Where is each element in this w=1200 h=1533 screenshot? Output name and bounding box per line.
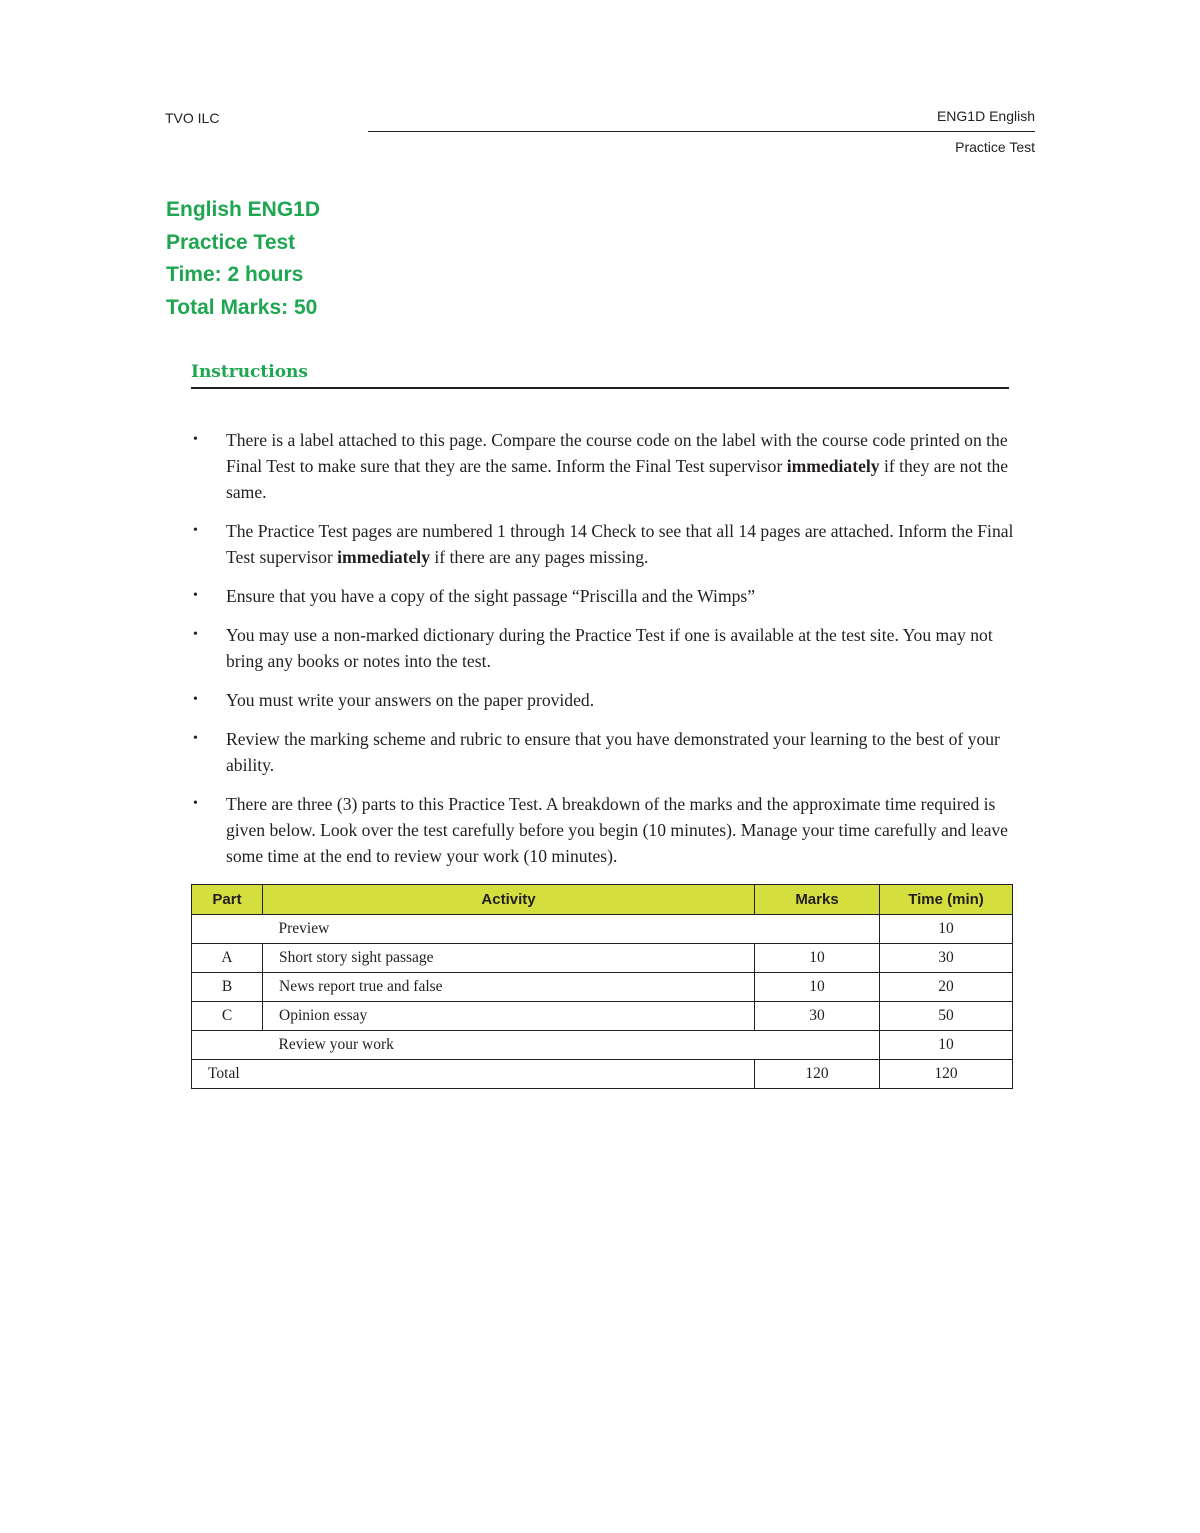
header-course: ENG1D English <box>936 108 1035 124</box>
bullet-icon: • <box>193 796 198 811</box>
bullet-icon: • <box>193 588 198 603</box>
table-row <box>192 973 1013 1002</box>
test-title: Practice Test <box>166 230 296 254</box>
title-block <box>166 194 320 324</box>
bullet-icon: • <box>193 432 198 447</box>
col-header-marks: Marks <box>755 885 880 915</box>
course-title: English ENG1D <box>166 198 321 221</box>
bullet-icon: • <box>193 731 198 746</box>
bullet-icon: • <box>193 523 198 538</box>
col-header-activity: Activity <box>263 885 755 915</box>
activity-cell: Short story sight passage <box>263 944 755 973</box>
activity-cell: News report true and false <box>263 973 755 1002</box>
time-cell: 30 <box>880 944 1013 973</box>
total-label: Total <box>192 1060 755 1089</box>
time-cell: 50 <box>880 1002 1013 1031</box>
instructions-list <box>191 427 1021 882</box>
header-doc-type: Practice Test <box>955 139 1035 155</box>
table-row-review <box>192 1031 1013 1060</box>
time-cell: 20 <box>880 973 1013 1002</box>
part-cell: C <box>192 1002 263 1031</box>
total-marks-cell: 120 <box>755 1060 880 1089</box>
table-row <box>192 944 1013 973</box>
bullet-icon: • <box>193 627 198 642</box>
instruction-item: • Review the marking scheme and rubric to ensure that you have demonstrated your learning to the best of your ability. <box>191 726 1021 778</box>
instruction-item: • You may use a non-marked dictionary during the Practice Test if one is available at the test site. You may not bring any books or notes into the test. <box>191 622 1021 674</box>
total-marks: Total Marks: 50 <box>166 295 318 319</box>
instruction-item: • You must write your answers on the paper provided. <box>191 687 1021 713</box>
table-header-row <box>192 885 1013 915</box>
col-header-time: Time (min) <box>880 885 1013 915</box>
table-row-total <box>192 1060 1013 1089</box>
activity-cell: Preview <box>263 915 880 944</box>
instructions-heading: Instructions <box>191 362 308 382</box>
col-header-part: Part <box>192 885 263 915</box>
total-time-cell: 120 <box>880 1060 1013 1089</box>
activity-cell: Opinion essay <box>263 1002 755 1031</box>
instructions-divider <box>191 387 1009 389</box>
time-cell: 10 <box>880 915 1013 944</box>
marks-cell: 10 <box>755 944 880 973</box>
instruction-item: • Ensure that you have a copy of the sight passage “Priscilla and the Wimps” <box>191 583 1021 609</box>
bullet-icon: • <box>193 692 198 707</box>
marks-cell: 10 <box>755 973 880 1002</box>
time-cell: 10 <box>880 1031 1013 1060</box>
header-divider <box>368 131 1035 132</box>
table-row <box>192 1002 1013 1031</box>
header-org: TVO ILC <box>165 110 220 126</box>
marks-breakdown-table <box>191 884 1013 1089</box>
instruction-item: • The Practice Test pages are numbered 1 through 14 Check to see that all 14 pages are attached. Inform the Final Test supervisor immediately if there are any pages missing. <box>191 518 1021 570</box>
instruction-item: • There are three (3) parts to this Practice Test. A breakdown of the marks and the approximate time required is given below. Look over the test carefully before you begin (10 minutes). Manage your time carefully and leave some time at the end to review your work (10 minutes). <box>191 791 1021 869</box>
table-row-preview <box>192 915 1013 944</box>
part-cell: B <box>192 973 263 1002</box>
instruction-item: • There is a label attached to this page. Compare the course code on the label with the course code printed on the Final Test to make sure that they are the same. Inform the Final Test supervisor immediately if they are not the same. <box>191 427 1021 505</box>
time-limit: Time: 2 hours <box>166 263 304 286</box>
activity-cell: Review your work <box>263 1031 880 1060</box>
marks-cell: 30 <box>755 1002 880 1031</box>
part-cell: A <box>192 944 263 973</box>
